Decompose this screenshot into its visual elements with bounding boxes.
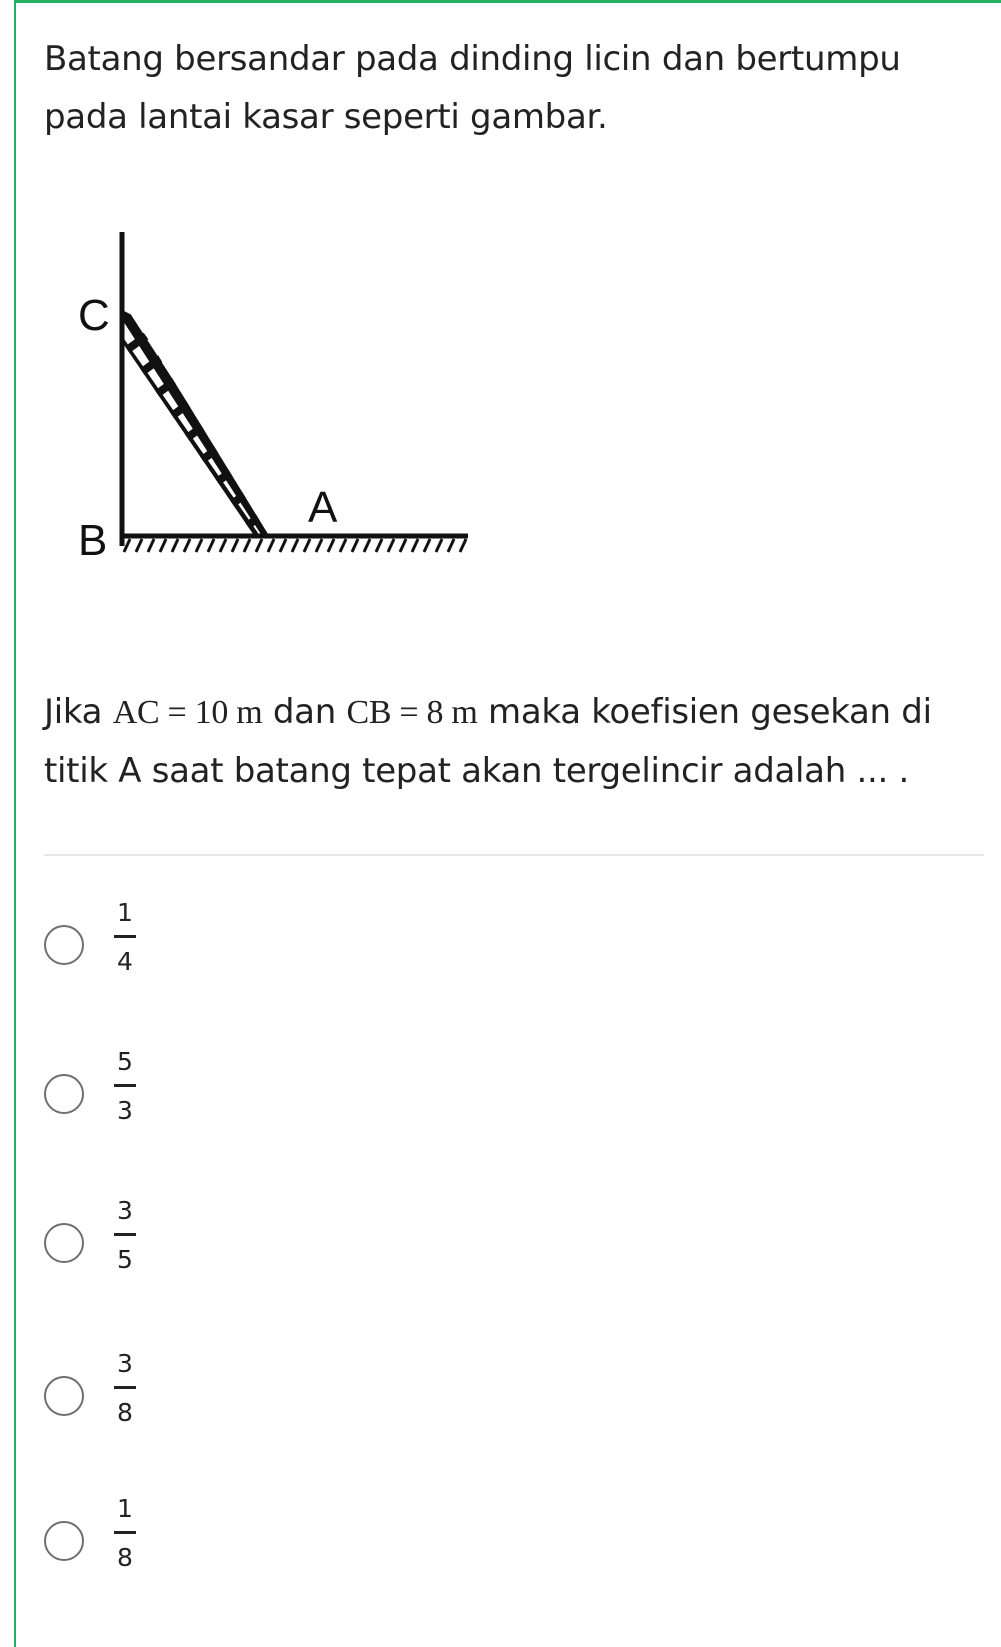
- radio-button[interactable]: [44, 1223, 84, 1263]
- cb-length: CB = 8 m: [346, 694, 478, 731]
- denominator: 8: [117, 1398, 133, 1427]
- label-a: A: [308, 483, 338, 532]
- denominator: 4: [117, 947, 133, 976]
- question-text-3: maka koefisien gesekan di titik A saat batang tepat akan tergelincir adalah ... .: [44, 692, 932, 791]
- radio-button[interactable]: [44, 925, 84, 965]
- fraction-bar: [114, 1531, 136, 1534]
- option-5[interactable]: [44, 1491, 344, 1591]
- fraction-bar: [114, 1233, 136, 1236]
- label-b: B: [78, 516, 108, 565]
- radio-button[interactable]: [44, 1521, 84, 1561]
- divider: [44, 854, 984, 856]
- denominator: 8: [117, 1543, 133, 1572]
- numerator: 5: [117, 1047, 133, 1076]
- floor-hatch: [124, 539, 466, 552]
- ladder-diagram: [58, 230, 498, 600]
- fraction: [108, 895, 142, 980]
- label-c: C: [78, 291, 110, 340]
- option-1[interactable]: [44, 895, 344, 995]
- numerator: 3: [117, 1349, 133, 1378]
- fraction: [108, 1044, 142, 1129]
- numerator: 1: [117, 1494, 133, 1523]
- option-4[interactable]: [44, 1346, 344, 1446]
- ac-length: AC = 10 m: [112, 694, 263, 731]
- denominator: 3: [117, 1096, 133, 1125]
- denominator: 5: [117, 1245, 133, 1274]
- ladder: [116, 310, 268, 536]
- option-3[interactable]: [44, 1193, 344, 1293]
- question-intro: Batang bersandar pada dinding licin dan bertumpu pada lantai kasar seperti gambar.: [44, 39, 901, 137]
- fraction-bar: [114, 1084, 136, 1087]
- fraction-bar: [114, 935, 136, 938]
- fraction: [108, 1346, 142, 1431]
- question-text-2: dan: [262, 692, 347, 732]
- numerator: 3: [117, 1196, 133, 1225]
- question-text-1: Jika: [44, 692, 113, 732]
- option-2[interactable]: [44, 1044, 344, 1144]
- fraction: [108, 1491, 142, 1576]
- fraction-bar: [114, 1386, 136, 1389]
- question-body: [44, 683, 974, 800]
- radio-button[interactable]: [44, 1376, 84, 1416]
- numerator: 1: [117, 898, 133, 927]
- radio-button[interactable]: [44, 1074, 84, 1114]
- fraction: [108, 1193, 142, 1278]
